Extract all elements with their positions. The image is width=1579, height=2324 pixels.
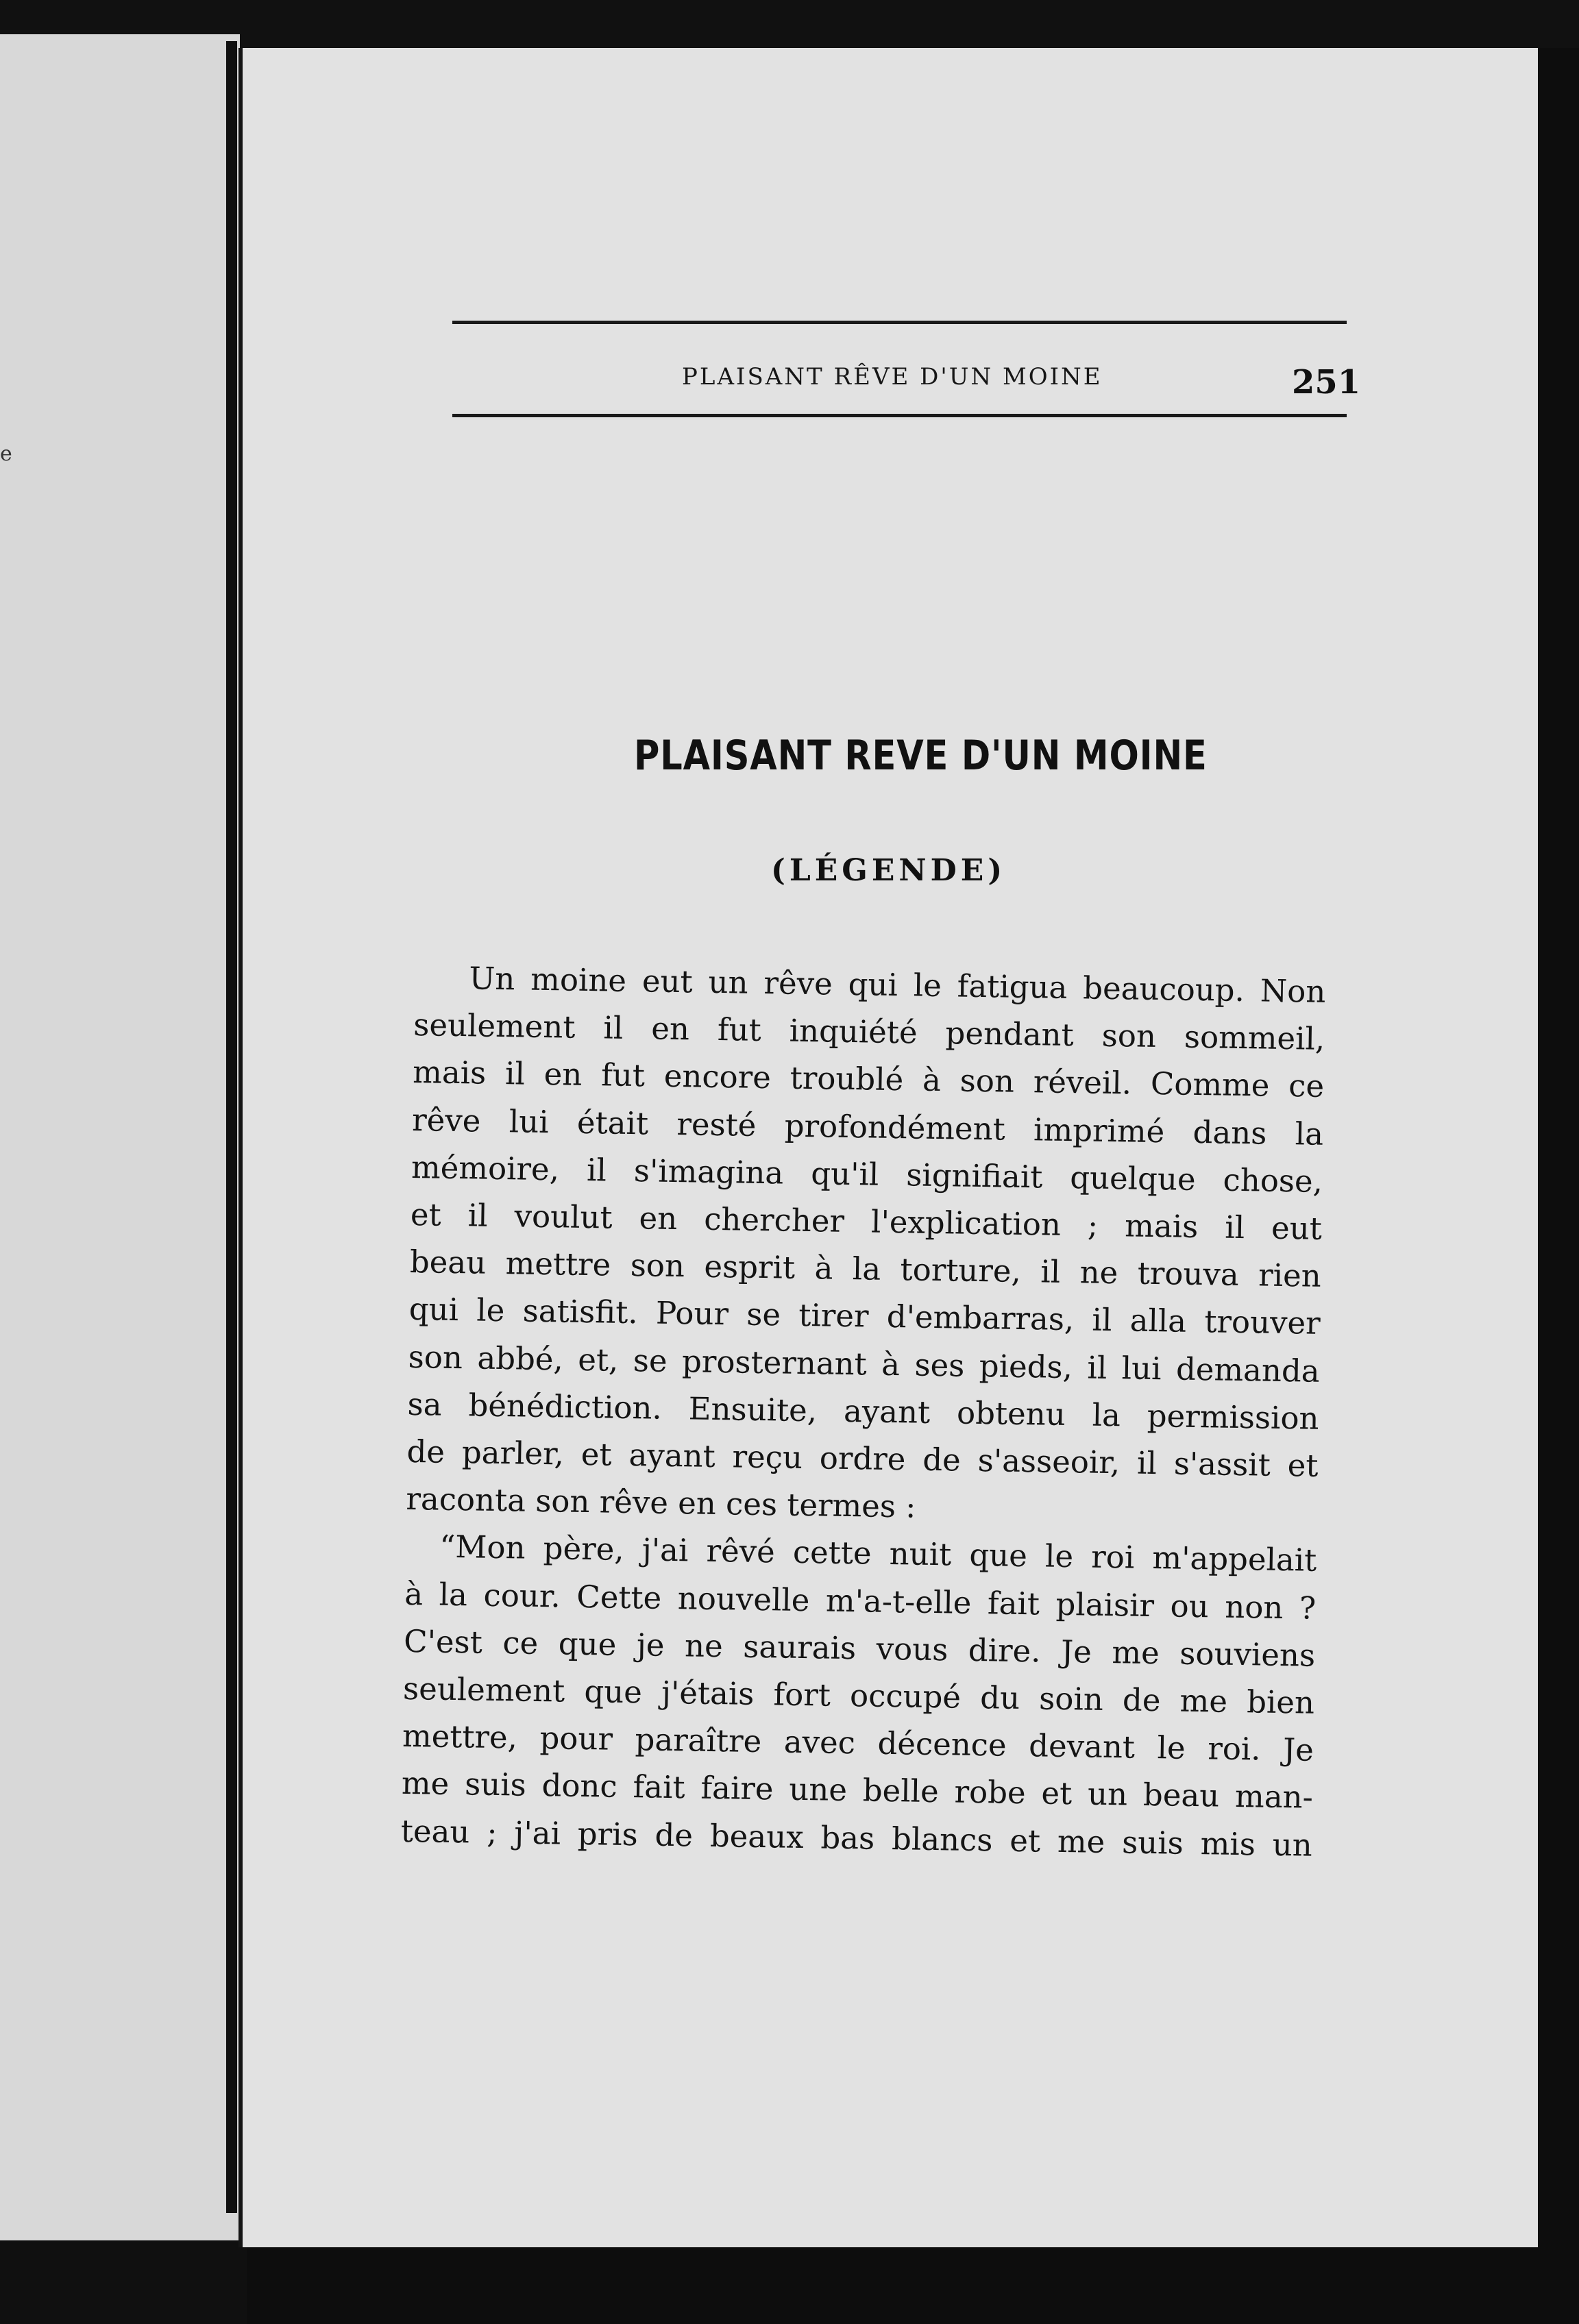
header-bottom-rule	[452, 414, 1347, 417]
text-line: “Mon père, j'ai rêvé cette nuit que le roi m'appelait	[439, 1529, 1317, 1579]
text-line: rêve lui était resté profondément imprimé dans la	[411, 1101, 1324, 1152]
text-line: mémoire, il s'imagina qu'il signifiait quelque chose,	[411, 1148, 1323, 1200]
text-line: qui le satisfit. Pour se tirer d'embarras, il alla trouver	[408, 1291, 1321, 1342]
story-title: PLAISANT REVE D'UN MOINE	[634, 732, 1208, 780]
running-head: PLAISANT RÊVE D'UN MOINE	[682, 363, 1103, 391]
text-line: et il voulut en chercher l'explication ; mais il eut	[410, 1196, 1323, 1247]
text-line: sa bénédiction. Ensuite, ayant obtenu la permission	[407, 1385, 1319, 1437]
text-line: seulement il en fut inquiété pendant son sommeil,	[413, 1006, 1325, 1058]
text-line: seulement que j'étais fort occupé du soin de me bien	[402, 1670, 1315, 1721]
text-line: raconta son rêve en ces termes :	[406, 1481, 916, 1525]
text-line: teau ; j'ai pris de beaux bas blancs et me suis mis un	[400, 1812, 1313, 1864]
facing-page-fragment: e	[0, 442, 12, 466]
text-line: Un moine eut un rêve qui le fatigua beaucoup. Non	[469, 960, 1326, 1010]
story-body	[400, 954, 1325, 1869]
story-subtitle: (LÉGENDE)	[771, 853, 1007, 888]
text-line: me suis donc fait faire une belle robe et un beau man-	[401, 1765, 1314, 1816]
text-line: mais il en fut encore troublé à son réveil. Comme ce	[412, 1054, 1325, 1105]
text-line: C'est ce que je ne saurais vous dire. Je me souviens	[403, 1622, 1316, 1674]
page-gutter-edge	[226, 41, 237, 2213]
facing-page	[0, 34, 240, 2295]
scan-bottom-border	[0, 2240, 247, 2324]
text-line: son abbé, et, se prosternant à ses pieds, il lui demanda	[408, 1338, 1321, 1389]
text-line: de parler, et ayant reçu ordre de s'asseoir, il s'assit et	[406, 1433, 1319, 1484]
page-number: 251	[1292, 363, 1361, 401]
text-line: à la cour. Cette nouvelle m'a-t-elle fait plaisir ou non ?	[404, 1575, 1317, 1627]
text-line: beau mettre son esprit à la torture, il ne trouva rien	[409, 1244, 1322, 1295]
text-line: mettre, pour paraître avec décence devant le roi. Je	[402, 1718, 1314, 1768]
header-top-rule	[452, 321, 1347, 324]
